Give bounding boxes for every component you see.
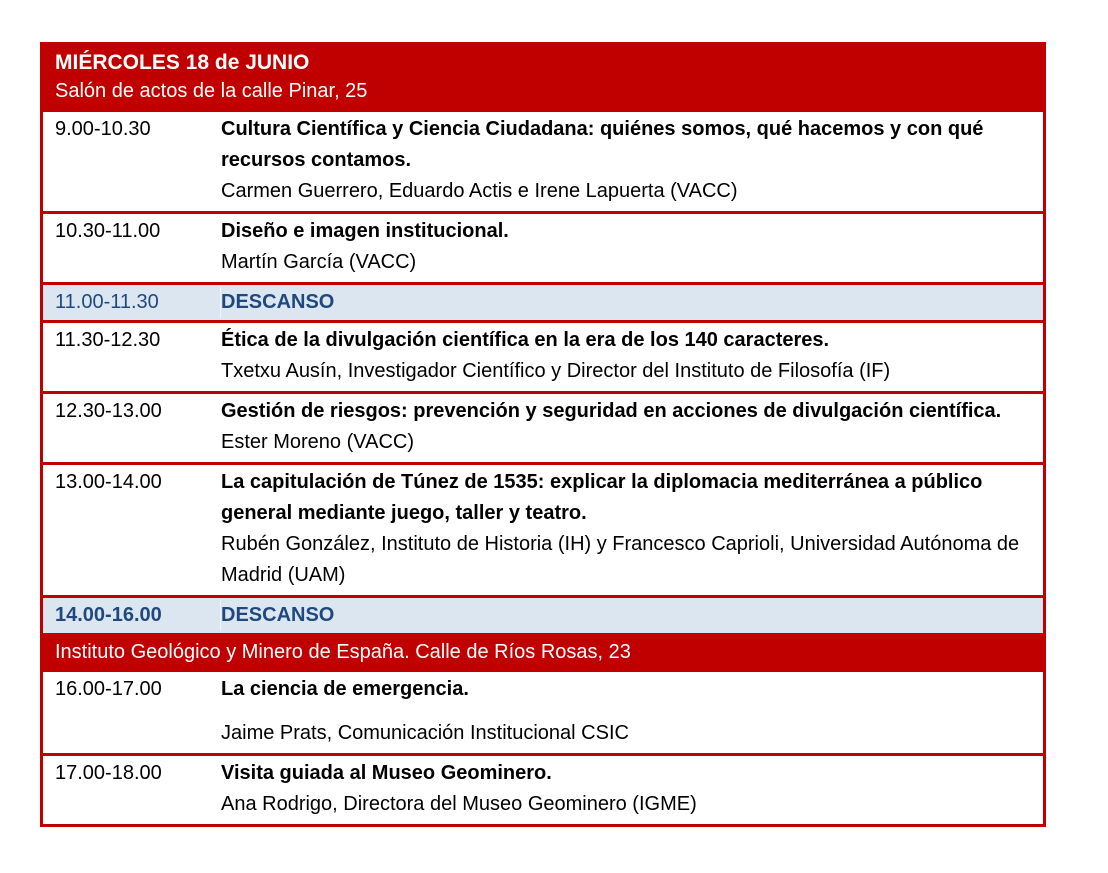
session-speaker: Ester Moreno (VACC)	[221, 431, 415, 453]
session-body	[221, 674, 1027, 749]
session-title: Ética de la divulgación científica en la era de los 140 caracteres.	[221, 329, 830, 351]
session-row	[43, 391, 1043, 462]
session-row	[43, 211, 1043, 282]
session-speaker: Rubén González, Instituto de Historia (IH) y Francesco Caprioli, Universidad Autónoma de Madrid (UAM)	[221, 533, 1020, 586]
session-speaker: Txetxu Ausín, Investigador Científico y Director del Instituto de Filosofía (IF)	[221, 360, 891, 382]
session-body	[221, 325, 1027, 387]
session-row	[43, 109, 1043, 211]
session-speaker: Ana Rodrigo, Directora del Museo Geominero (IGME)	[221, 793, 697, 815]
day-header-band	[43, 45, 1043, 109]
session-time: 11.30-12.30	[55, 329, 161, 351]
session-body	[221, 114, 1027, 207]
session-row	[43, 320, 1043, 391]
session-time: 10.30-11.00	[55, 220, 161, 242]
session-body	[221, 758, 1027, 820]
location-band	[43, 633, 1043, 669]
session-row	[43, 669, 1043, 753]
session-body	[221, 467, 1027, 591]
session-title: Cultura Científica y Ciencia Ciudadana: quiénes somos, qué hacemos y con qué recursos contamos.	[221, 118, 984, 171]
session-speaker: Martín García (VACC)	[221, 251, 417, 273]
session-time: 12.30-13.00	[55, 400, 162, 422]
session-body	[221, 216, 1027, 278]
session-title: Gestión de riesgos: prevención y seguridad en acciones de divulgación científica.	[221, 400, 1002, 422]
break-time: 14.00-16.00	[55, 600, 221, 631]
venue-subtitle: Salón de actos de la calle Pinar, 25	[55, 80, 368, 102]
session-title: La ciencia de emergencia.	[221, 678, 469, 700]
session-body	[221, 396, 1027, 458]
session-speaker: Jaime Prats, Comunicación Institucional CSIC	[221, 722, 629, 744]
session-row	[43, 753, 1043, 824]
break-row	[43, 595, 1043, 633]
location-title: Instituto Geológico y Minero de España. Calle de Ríos Rosas, 23	[55, 641, 631, 663]
session-title: La capitulación de Túnez de 1535: explicar la diplomacia mediterránea a público general mediante juego, taller y teatro.	[221, 471, 983, 524]
break-label: DESCANSO	[221, 291, 335, 313]
break-label: DESCANSO	[221, 604, 335, 626]
schedule-table	[40, 42, 1046, 827]
session-speaker: Carmen Guerrero, Eduardo Actis e Irene Lapuerta (VACC)	[221, 180, 738, 202]
session-time: 17.00-18.00	[55, 762, 162, 784]
session-time: 13.00-14.00	[55, 471, 162, 493]
session-title: Diseño e imagen institucional.	[221, 220, 509, 242]
session-title: Visita guiada al Museo Geominero.	[221, 762, 552, 784]
break-row	[43, 282, 1043, 320]
day-title: MIÉRCOLES 18 de JUNIO	[55, 51, 310, 74]
session-time: 16.00-17.00	[55, 678, 162, 700]
session-row	[43, 462, 1043, 595]
session-time: 9.00-10.30	[55, 118, 151, 140]
break-time: 11.00-11.30	[55, 287, 221, 318]
